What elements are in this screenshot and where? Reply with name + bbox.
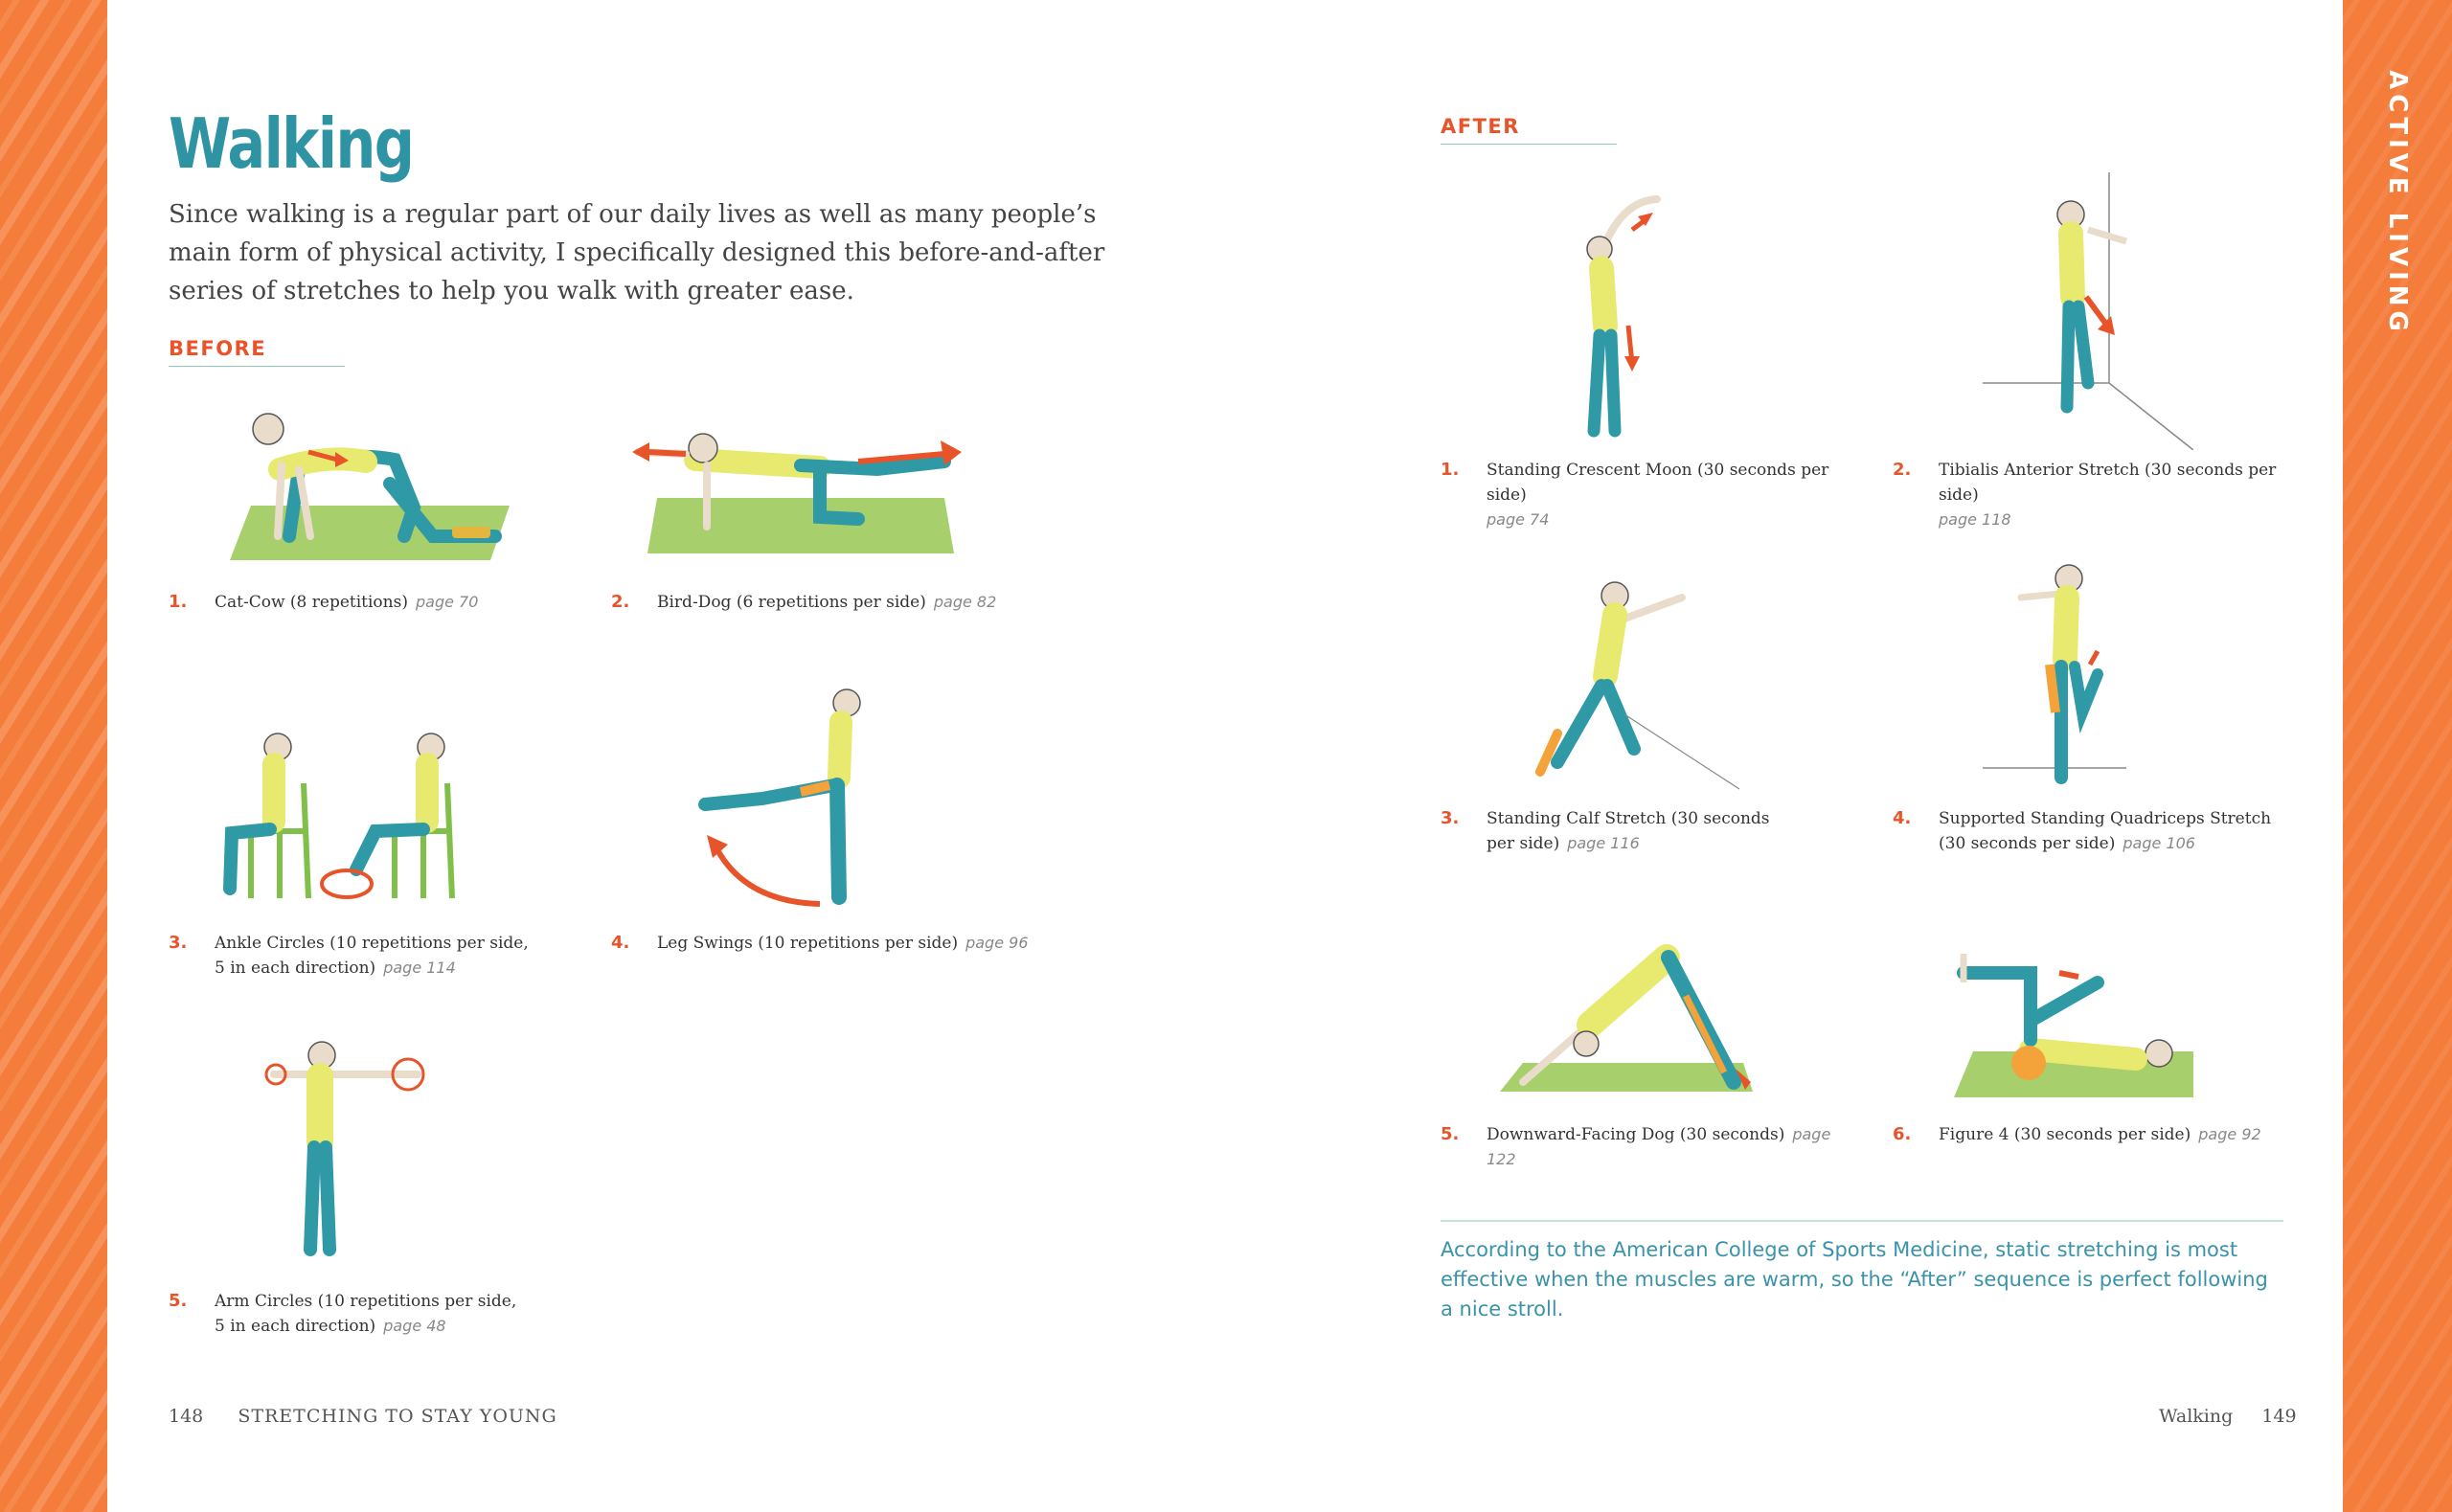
caption-text: Cat-Cow (8 repetitions): [215, 593, 408, 612]
caption-text: Leg Swings (10 repetitions per side): [657, 934, 959, 953]
page-reference[interactable]: page 122: [1487, 1125, 1831, 1168]
caption-text: Tibialis Anterior Stretch (30 seconds per side): [1939, 461, 2277, 505]
page-reference[interactable]: page 106: [2123, 834, 2195, 852]
caption-number: 6.: [1893, 1124, 1912, 1144]
left-edge-band: [0, 0, 107, 1512]
right-footer: [2159, 1406, 2297, 1427]
right-page-number: 149: [2261, 1406, 2297, 1427]
caption-number: 4.: [611, 933, 630, 953]
page-reference[interactable]: page 114: [383, 959, 456, 977]
caption-number: 5.: [169, 1291, 188, 1311]
caption-number: 5.: [1441, 1124, 1460, 1144]
tibialis-anterior-stretch-illustration: [1983, 172, 2193, 450]
intro-paragraph: Since walking is a regular part of our daily lives as well as many people’s main form of physical activity, I specifically designed this before-and-after series of stretches to help you walk with greater ease.: [169, 200, 1105, 305]
page-reference[interactable]: page 118: [1939, 510, 2011, 529]
after-heading: AFTER: [1441, 115, 1617, 145]
left-footer: [169, 1406, 557, 1427]
caption-number: 3.: [1441, 808, 1460, 828]
tip-divider: [1441, 1220, 2283, 1222]
page-reference[interactable]: page 116: [1567, 834, 1640, 852]
supported-quadriceps-stretch-illustration: [1983, 559, 2136, 789]
caption-text: Ankle Circles (10 repetitions per side,: [215, 934, 529, 953]
caption-text-line2: (30 seconds per side): [1939, 834, 2116, 853]
tip-paragraph: According to the American College of Sports Medicine, static stretching is most effective when the muscles are warm, so the “After” sequence is perfect following a nice stroll.: [1441, 1238, 2268, 1320]
caption-text: Downward-Facing Dog (30 seconds): [1487, 1125, 1785, 1144]
figure-4-illustration: [1944, 935, 2203, 1097]
section-tab-label: ACTIVE LIVING: [2383, 70, 2412, 336]
standing-crescent-moon-illustration: [1561, 192, 1667, 440]
caption-number: 1.: [1441, 460, 1460, 480]
caption-number: 3.: [169, 933, 188, 953]
cat-cow-illustration: [222, 393, 519, 565]
caption-text: Standing Crescent Moon (30 seconds per side): [1487, 461, 1829, 505]
caption-text: Supported Standing Quadriceps Stretch: [1939, 809, 2272, 828]
leg-swings-illustration: [686, 682, 877, 912]
caption-text: Bird-Dog (6 repetitions per side): [657, 593, 926, 612]
caption-text: Standing Calf Stretch (30 seconds: [1487, 809, 1770, 828]
caption-number: 1.: [169, 592, 188, 612]
page-reference[interactable]: page 92: [2198, 1125, 2261, 1143]
caption-text-line2: 5 in each direction): [215, 959, 376, 978]
arm-circles-illustration: [264, 1034, 429, 1264]
book-title: STRETCHING TO STAY YOUNG: [238, 1406, 557, 1427]
bird-dog-illustration: [628, 412, 973, 565]
caption-text-line2: 5 in each direction): [215, 1317, 376, 1336]
left-page-number: 148: [169, 1406, 204, 1427]
page-title: Walking: [169, 103, 414, 184]
page-reference[interactable]: page 48: [383, 1317, 446, 1335]
caption-number: 2.: [1893, 460, 1912, 480]
caption-text: Arm Circles (10 repetitions per side,: [215, 1292, 517, 1311]
caption-text: Figure 4 (30 seconds per side): [1939, 1125, 2191, 1144]
page-reference[interactable]: page 82: [933, 593, 997, 611]
chapter-title: Walking: [2159, 1406, 2234, 1427]
standing-calf-stretch-illustration: [1529, 571, 1739, 793]
caption-number: 4.: [1893, 808, 1912, 828]
page-reference[interactable]: page 74: [1487, 510, 1550, 529]
page-reference[interactable]: page 70: [415, 593, 479, 611]
caption-text-line2: per side): [1487, 834, 1560, 853]
page-reference[interactable]: page 96: [965, 934, 1029, 952]
caption-number: 2.: [611, 592, 630, 612]
downward-facing-dog-illustration: [1494, 938, 1791, 1095]
before-heading: BEFORE: [169, 337, 345, 367]
section-tab[interactable]: [2343, 70, 2452, 336]
ankle-circles-illustration: [213, 726, 500, 908]
